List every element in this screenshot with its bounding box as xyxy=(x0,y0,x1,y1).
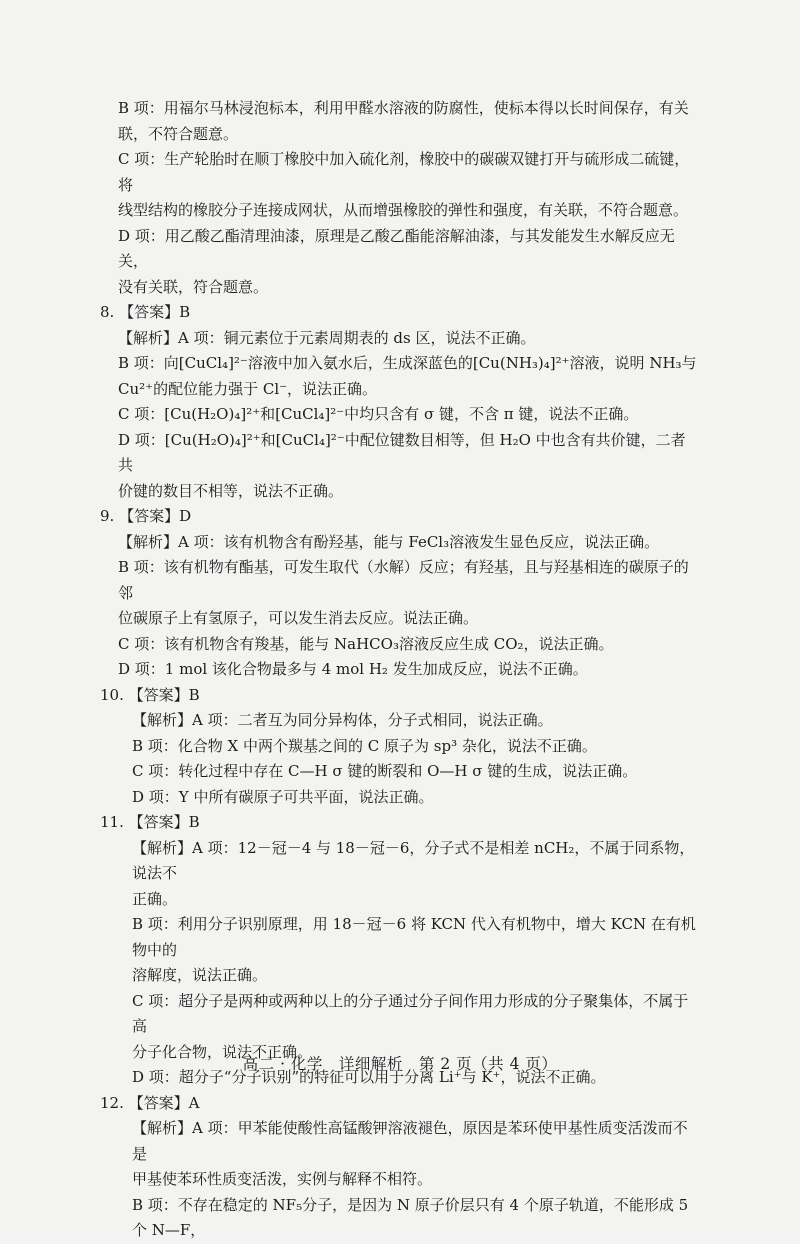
text-line: D 项：[Cu(H₂O)₄]²⁺和[CuCl₄]²⁻中配位键数目相等，但 H₂O 中也含有共价键，二者共 xyxy=(118,430,686,474)
text-line: C 项：该有机物含有羧基，能与 NaHCO₃溶液反应生成 CO₂，说法正确。 xyxy=(118,634,614,653)
text-line: C 项：生产轮胎时在顺丁橡胶中加入硫化剂，橡胶中的碳碳双键打开与硫形成二硫键，将 xyxy=(118,150,690,194)
text-line: B 项：利用分子识别原理，用 18－冠－6 将 KCN 代入有机物中，增大 KCN 在有机物中的 xyxy=(132,915,696,959)
text-line: C 项：转化过程中存在 C—H σ 键的断裂和 O—H σ 键的生成，说法正确。 xyxy=(132,762,638,780)
text-line: B 项：用福尔马林浸泡标本，利用甲醛水溶液的防腐性，使标本得以长时间保存，有关 xyxy=(118,99,689,117)
text-line: D 项：超分子“分子识别”的特征可以用于分离 Li⁺与 K⁺，说法不正确。 xyxy=(132,1068,606,1086)
answer-heading-8: 8. 【答案】B xyxy=(100,303,191,321)
text-line: 溶解度，说法正确。 xyxy=(132,966,268,984)
text-line: 【解析】A 项：二者互为同分异构体，分子式相同，说法正确。 xyxy=(132,711,553,729)
text-line: 联，不符合题意。 xyxy=(118,124,239,143)
text-line: 甲基使苯环性质变活泼，实例与解释不相符。 xyxy=(132,1170,433,1188)
answer-heading-11: 11. 【答案】B xyxy=(100,813,200,831)
text-line: 线型结构的橡胶分子连接成网状，从而增强橡胶的弹性和强度，有关联，不符合题意。 xyxy=(118,201,689,219)
text-line: D 项：用乙酸乙酯清理油漆，原理是乙酸乙酯能溶解油漆，与其发能发生水解反应无关， xyxy=(118,226,675,270)
answer-heading-10: 10. 【答案】B xyxy=(100,685,200,704)
text-line: Cu²⁺的配位能力强于 Cl⁻，说法正确。 xyxy=(118,379,378,398)
answer-heading-12: 12. 【答案】A xyxy=(100,1093,200,1112)
text-line: 正确。 xyxy=(132,889,178,908)
text-line: 没有关联，符合题意。 xyxy=(118,277,269,296)
answer-heading-9: 9. 【答案】D xyxy=(100,507,192,525)
page-footer: 高二 · 化学 详细解析 第 2 页（共 4 页） xyxy=(242,1055,558,1073)
text-line: 分子化合物，说法不正确。 xyxy=(132,1042,313,1061)
text-line: C 项：超分子是两种或两种以上的分子通过分子间作用力形成的分子聚集体，不属于高 xyxy=(132,991,689,1035)
text-line: 价键的数目不相等，说法不正确。 xyxy=(118,481,344,500)
text-line: 【解析】A 项：甲苯能使酸性高锰酸钾溶液褪色，原因是苯环使甲基性质变活泼而不是 xyxy=(132,1119,688,1163)
text-line: D 项：1 mol 该化合物最多与 4 mol H₂ 发生加成反应，说法不正确。 xyxy=(118,660,588,678)
text-line: 【解析】A 项：该有机物含有酚羟基，能与 FeCl₃溶液发生显色反应，说法正确。 xyxy=(118,532,660,551)
text-line: 【解析】A 项：12－冠－4 与 18－冠－6，分子式不是相差 nCH₂，不属于同系物，说法不 xyxy=(132,838,695,882)
text-line: 位碳原子上有氢原子，可以发生消去反应。说法正确。 xyxy=(118,609,479,627)
text-line: B 项：化合物 X 中两个羰基之间的 C 原子为 sp³ 杂化，说法不正确。 xyxy=(132,736,597,755)
text-line: B 项：该有机物有酯基，可发生取代（水解）反应；有羟基，且与羟基相连的碳原子的邻 xyxy=(118,558,689,602)
text-line: 【解析】A 项：铜元素位于元素周期表的 ds 区，说法不正确。 xyxy=(118,328,536,347)
text-line: D 项：Y 中所有碳原子可共平面，说法正确。 xyxy=(132,787,434,806)
text-line: B 项：不存在稳定的 NF₅分子，是因为 N 原子价层只有 4 个原子轨道，不能形成 5 个 N—F， xyxy=(132,1195,689,1239)
text-line: B 项：向[CuCl₄]²⁻溶液中加入氨水后，生成深蓝色的[Cu(NH₃)₄]²⁺溶液，说明 NH₃与 xyxy=(118,354,697,372)
text-line: C 项：[Cu(H₂O)₄]²⁺和[CuCl₄]²⁻中均只含有 σ 键，不含 π 键，说法不正确。 xyxy=(118,405,639,423)
